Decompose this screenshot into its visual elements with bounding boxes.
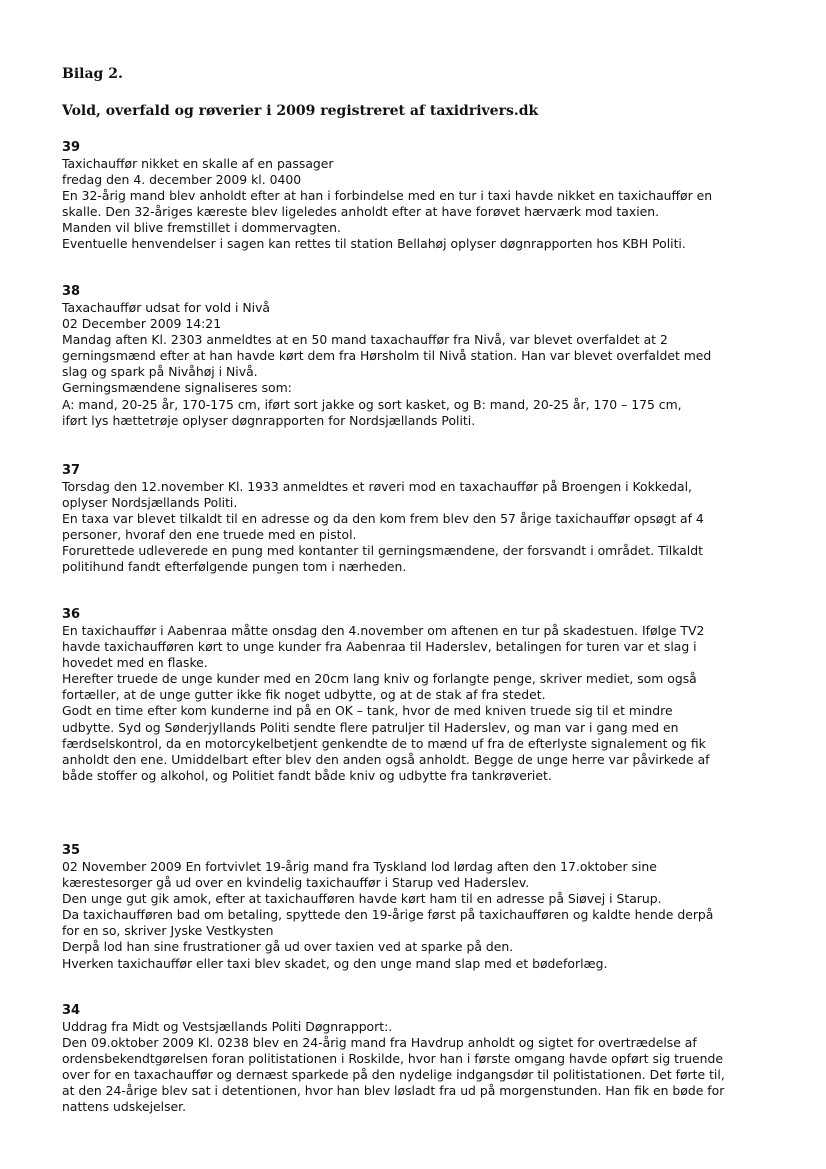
entry-line: over for en taxachauffør og dernæst sparkede på den nydelige indgangsdør til politistationen. Det førte til, (62, 1067, 725, 1083)
entry-line: Eventuelle henvendelser i sagen kan rettes til station Bellahøj oplyser døgnrapporten hos KBH Politi. (62, 236, 686, 252)
entry-line: En taxa var blevet tilkaldt til en adresse og da den kom frem blev den 57 årige taxichauffør opsøgt af 4 (62, 511, 704, 527)
entry-line: Uddrag fra Midt og Vestsjællands Politi Døgnrapport:. (62, 1019, 393, 1034)
entry-line: Gerningsmændene signaliseres som: (62, 380, 292, 396)
entry-line: En 32-årig mand blev anholdt efter at han i forbindelse med en tur i taxi havde nikket en taxichauffør en (62, 188, 713, 204)
entry-line: Mandag aften Kl. 2303 anmeldtes at en 50 mand taxachauffør fra Nivå, var blevet overfaldet at 2 (62, 332, 668, 348)
entry-line: anholdt den ene. Umiddelbart efter blev den anden også anholdt. Begge de unge herre var påvirkede af (62, 751, 710, 767)
entry-line: Manden vil blive fremstillet i dommervagten. (62, 220, 341, 236)
entry-37 (62, 463, 782, 576)
entry-line: Hverken taxichauffør eller taxi blev skadet, og den unge mand slap med et bødeforlæg. (62, 955, 608, 971)
entry-number: 38 (62, 284, 81, 299)
entry-line: Den unge gut gik amok, efter at taxichaufføren havde kørt ham til en adresse på Siøvej i Starup. (62, 891, 662, 907)
entry-line: skalle. Den 32-åriges kæreste blev ligeledes anholdt efter at have forøvet hærværk mod taxien. (62, 204, 660, 220)
entry-line: En taxichauffør i Aabenraa måtte onsdag den 4.november om aftenen en tur på skadestuen. Ifølge TV2 (62, 623, 705, 638)
entry-line: fredag den 4. december 2009 kl. 0400 (62, 172, 302, 188)
entry-line: A: mand, 20-25 år, 170-175 cm, iført sort jakke og sort kasket, og B: mand, 20-25 år, 170 – 175 cm, (62, 396, 682, 412)
entry-34 (62, 1003, 782, 1116)
entry-line: oplyser Nordsjællands Politi. (62, 495, 238, 511)
entry-line: at den 24-årige blev sat i detentionen, hvor han blev løsladt fra ud på morgenstunden. Han fik en bøde for (62, 1083, 725, 1099)
entry-39 (62, 140, 782, 253)
document-title: Vold, overfald og røverier i 2009 registreret af taxidrivers.dk (62, 103, 539, 119)
entry-line: 02 November 2009 En fortvivlet 19-årig mand fra Tyskland lod lørdag aften den 17.oktober sine (62, 859, 657, 874)
entry-number: 39 (62, 140, 81, 155)
entry-35 (62, 843, 782, 972)
entry-line: iført lys hættetrøje oplyser døgnrapporten for Nordsjællands Politi. (62, 412, 476, 428)
entry-line: gerningsmænd efter at han havde kørt dem fra Hørsholm til Nivå station. Han var blevet overfaldet med (62, 348, 712, 364)
entry-38 (62, 284, 782, 429)
entry-line: ordensbekendtgørelsen foran politistationen i Roskilde, hvor han i første omgang havde opført sig truende (62, 1051, 723, 1067)
entry-36 (62, 607, 782, 784)
entry-line: Godt en time efter kom kunderne ind på en OK – tank, hvor de med kniven truede sig til et mindre (62, 703, 673, 719)
entry-line: Forurettede udleverede en pung med kontanter til gerningsmændene, der forsvandt i området. Tilkaldt (62, 543, 703, 559)
entry-line: både stoffer og alkohol, og Politiet fandt både kniv og udbytte fra tankrøveriet. (62, 767, 552, 783)
entry-number: 34 (62, 1003, 81, 1018)
entry-line: nattens udskejelser. (62, 1099, 187, 1115)
entry-line: Da taxichaufføren bad om betaling, spyttede den 19-årige først på taxichaufføren og kaldte hende derpå (62, 907, 714, 923)
entry-number: 36 (62, 607, 81, 622)
entry-line: kærestesorger gå ud over en kvindelig taxichauffør i Starup ved Haderslev. (62, 875, 530, 891)
entry-line: personer, hvoraf den ene truede med en pistol. (62, 527, 357, 543)
entry-line: Den 09.oktober 2009 Kl. 0238 blev en 24-årig mand fra Havdrup anholdt og sigtet for overtrædelse af (62, 1035, 697, 1051)
entry-line: for en so, skriver Jyske Vestkysten (62, 923, 274, 939)
entry-number: 37 (62, 463, 81, 478)
entry-number: 35 (62, 843, 81, 858)
entry-line: slag og spark på Nivåhøj i Nivå. (62, 364, 258, 380)
entry-line: Herefter truede de unge kunder med en 20cm lang kniv og forlangte penge, skriver mediet, som også (62, 671, 697, 687)
entry-line: hovedet med en flaske. (62, 655, 208, 671)
entry-line: Derpå lod han sine frustrationer gå ud over taxien ved at sparke på den. (62, 939, 514, 955)
entry-line: færdselskontrol, da en motorcykelbetjent genkendte de to mænd uf fra de efterlyste signalement og fik (62, 735, 706, 751)
entry-line: Taxichauffør nikket en skalle af en passager (62, 156, 334, 171)
entry-line: fortæller, at de unge gutter ikke fik noget udbytte, og at de stak af fra stedet. (62, 687, 546, 703)
appendix-title: Bilag 2. (62, 66, 123, 82)
entry-line: politihund fandt efterfølgende pungen tom i nærheden. (62, 559, 407, 575)
entry-line: havde taxichaufføren kørt to unge kunder fra Aabenraa til Haderslev, betalingen for turen var et slag i (62, 639, 697, 655)
entry-line: Taxachauffør udsat for vold i Nivå (62, 300, 271, 315)
entry-line: 02 December 2009 14:21 (62, 316, 222, 332)
entry-line: Torsdag den 12.november Kl. 1933 anmeldtes et røveri mod en taxachauffør på Broengen i Kokkedal, (62, 479, 692, 494)
entry-line: udbytte. Syd og Sønderjyllands Politi sendte flere patruljer til Haderslev, og man var i gang med en (62, 719, 679, 735)
